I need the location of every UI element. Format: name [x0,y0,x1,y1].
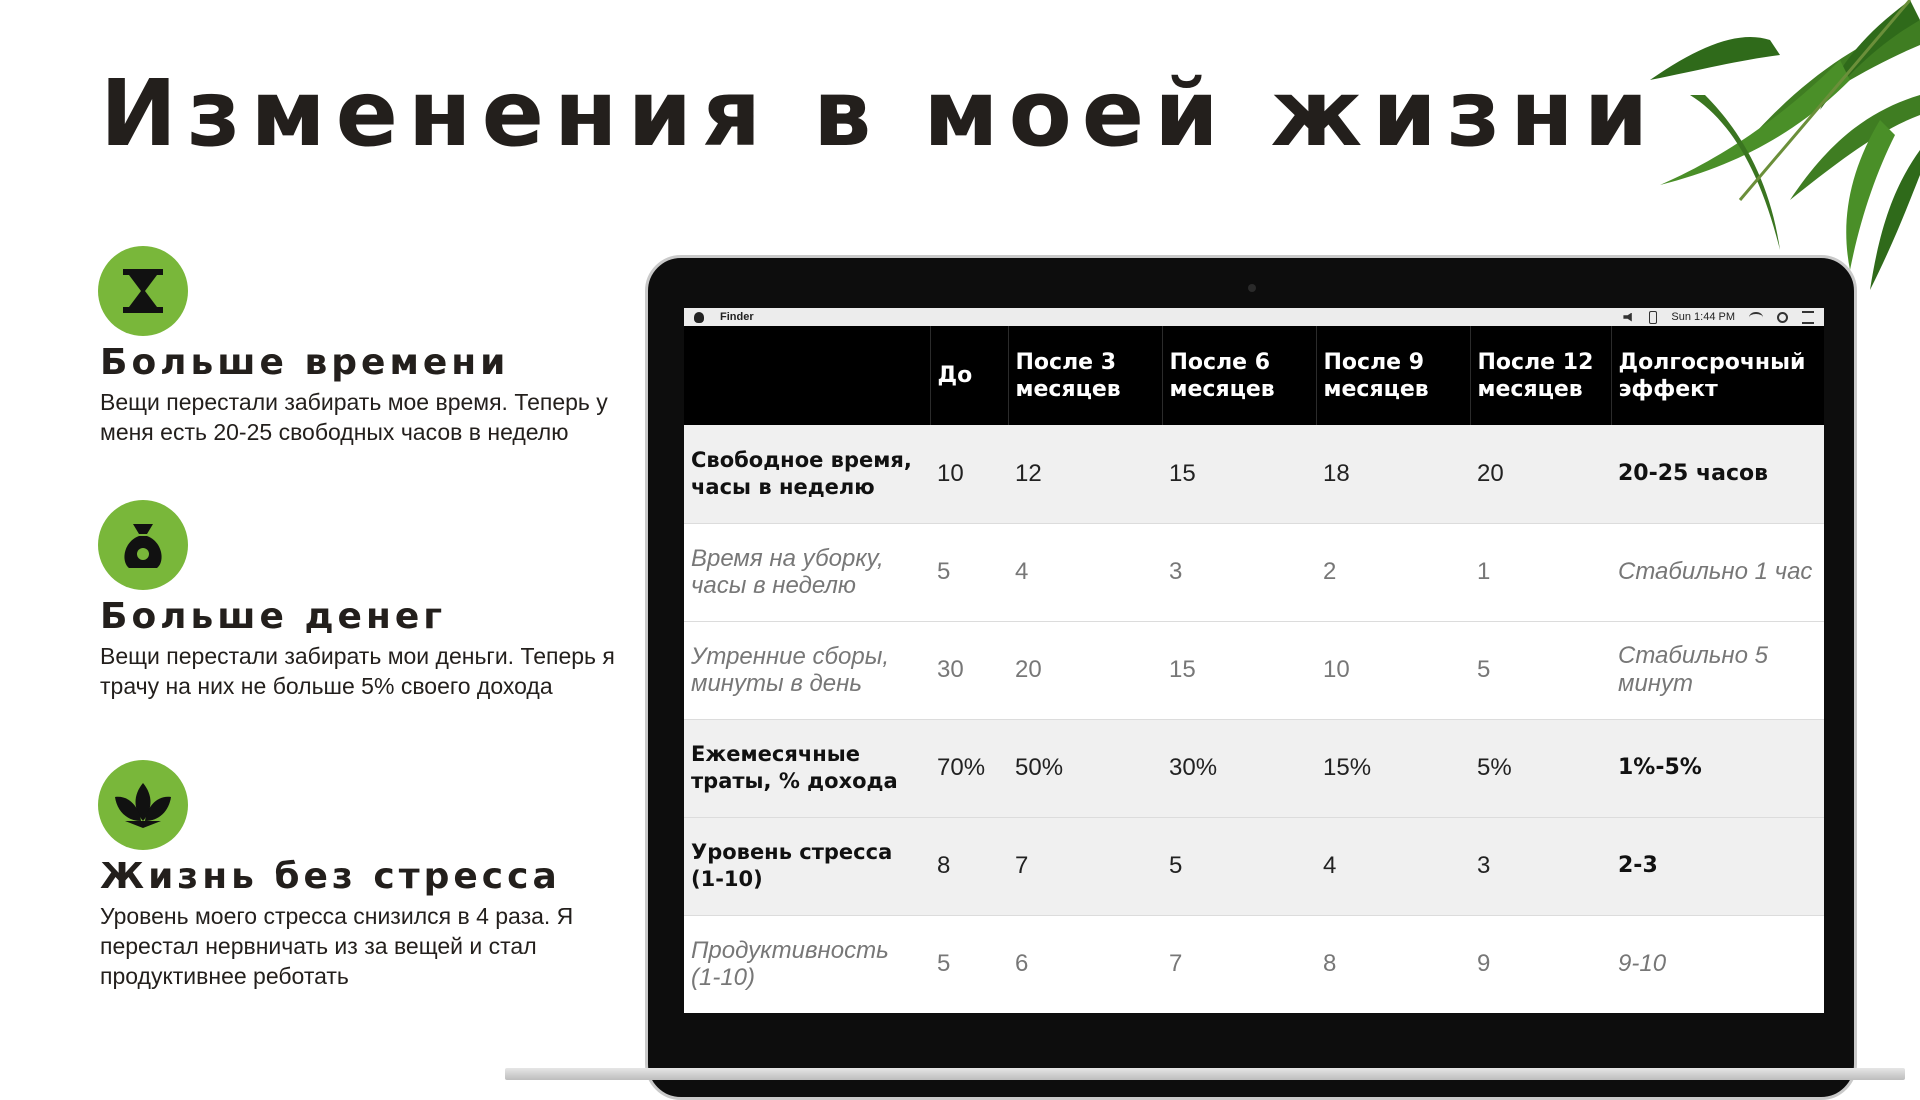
table-cell: 8 [930,817,1008,915]
table-cell: 20-25 часов [1611,425,1824,523]
table-cell: Стабильно 5 минут [1611,621,1824,719]
table-cell: Стабильно 1 час [1611,523,1824,621]
table-cell: 5 [1162,817,1316,915]
progress-table [684,326,1824,1013]
list-icon[interactable] [1802,311,1814,324]
row-label: Продуктивность (1-10) [684,915,930,1013]
table-cell: 4 [1316,817,1470,915]
table-cell: 5 [1470,621,1611,719]
money-bag-icon [119,520,167,570]
table-cell: 12 [1008,425,1162,523]
row-label: Время на уборку, часы в неделю [684,523,930,621]
table-cell: 7 [1008,817,1162,915]
laptop-frame [645,255,1857,1100]
row-label: Утренние сборы, минуты в день [684,621,930,719]
table-header-cell: До [930,326,1008,425]
table-cell: 18 [1316,425,1470,523]
table-header-cell [684,326,930,425]
table-cell: 5 [930,523,1008,621]
table-cell: 4 [1008,523,1162,621]
table-cell: 8 [1316,915,1470,1013]
table-cell: 70% [930,719,1008,817]
row-label: Свободное время, часы в неделю [684,425,930,523]
table-header-cell: После 3 месяцев [1008,326,1162,425]
table-cell: 15% [1316,719,1470,817]
table-cell: 10 [930,425,1008,523]
table-cell: 15 [1162,425,1316,523]
table-row [684,425,1824,523]
money-bag-badge [98,500,188,590]
table-cell: 2-3 [1611,817,1824,915]
table-row [684,523,1824,621]
table-cell: 1 [1470,523,1611,621]
search-icon[interactable] [1777,312,1788,323]
table-cell: 15 [1162,621,1316,719]
table-row [684,817,1824,915]
menu-bar [684,308,1824,326]
table-cell: 7 [1162,915,1316,1013]
menu-extras [1623,311,1814,324]
row-label: Уровень стресса (1-10) [684,817,930,915]
table-cell: 1%-5% [1611,719,1824,817]
table-cell: 30% [1162,719,1316,817]
hourglass-badge [98,246,188,336]
table-row [684,915,1824,1013]
lotus-badge [98,760,188,850]
table-cell: 5% [1470,719,1611,817]
feature-text: Вещи перестали забирать мое время. Теперь у меня есть 20-25 свободных часов в неделю [100,389,608,445]
table-cell: 30 [930,621,1008,719]
table-row [684,621,1824,719]
table-cell: 6 [1008,915,1162,1013]
table-cell: 50% [1008,719,1162,817]
table-header-cell: После 12 месяцев [1470,326,1611,425]
row-label: Ежемесячные траты, % дохода [684,719,930,817]
table-cell: 9 [1470,915,1611,1013]
volume-icon[interactable] [1623,313,1635,322]
menu-clock[interactable]: Sun 1:44 PM [1671,311,1735,323]
table-header-cell: После 6 месяцев [1162,326,1316,425]
feature-no-stress [98,760,618,991]
camera-icon [1248,284,1256,292]
hourglass-icon [121,267,165,315]
table-cell: 2 [1316,523,1470,621]
feature-heading: Больше денег [100,596,447,637]
table-cell: 5 [930,915,1008,1013]
active-app-name[interactable]: Finder [720,311,754,323]
table-header-cell: После 9 месяцев [1316,326,1470,425]
laptop-base [505,1068,1905,1080]
wifi-icon[interactable] [1749,312,1763,323]
feature-text: Уровень моего стресса снизился в 4 раза. Я перестал нервничать из за вещей и стал продуктивнее реботать [100,903,574,989]
laptop-screen [684,308,1824,1013]
feature-more-time [98,246,618,447]
feature-heading: Жизнь без стресса [100,856,561,897]
apple-menu-icon[interactable] [694,312,704,323]
feature-more-money [98,500,618,701]
table-header-cell: Долгосрочный эффект [1611,326,1824,425]
table-cell: 9-10 [1611,915,1824,1013]
table-cell: 20 [1470,425,1611,523]
bluetooth-icon[interactable] [1649,311,1657,324]
feature-text: Вещи перестали забирать мои деньги. Теперь я трачу на них не больше 5% своего дохода [100,643,615,699]
table-cell: 20 [1008,621,1162,719]
lotus-icon [113,781,173,829]
table-row [684,719,1824,817]
table-header-row [684,326,1824,425]
page-title: Изменения в моей жизни [100,60,1659,167]
table-cell: 10 [1316,621,1470,719]
table-cell: 3 [1162,523,1316,621]
table-cell: 3 [1470,817,1611,915]
feature-heading: Больше времени [100,342,510,383]
